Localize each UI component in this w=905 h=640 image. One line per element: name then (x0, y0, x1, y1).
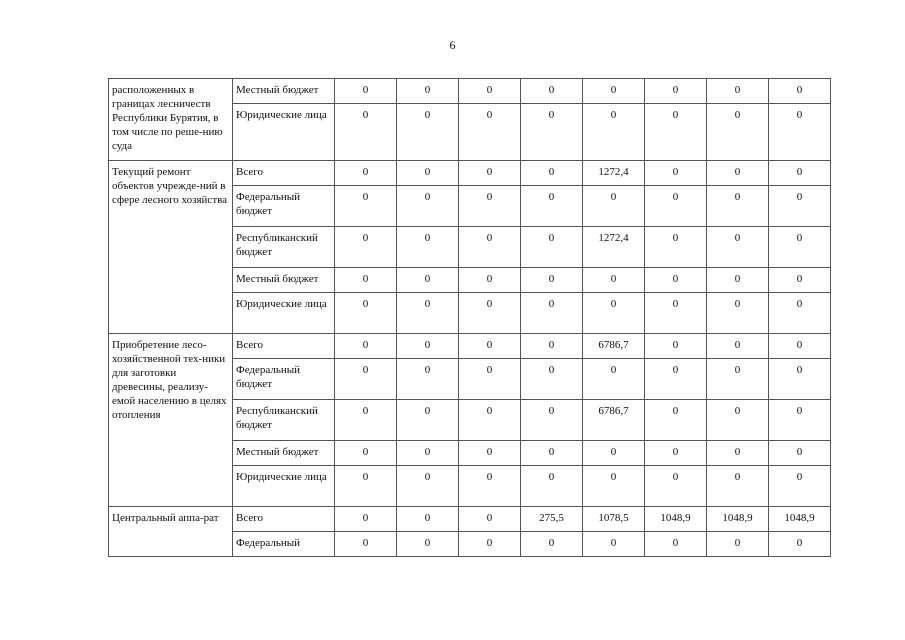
funding-source: Федеральный бюджет (233, 186, 335, 227)
value-cell: 0 (335, 79, 397, 104)
table-row (109, 507, 831, 532)
value-cell: 0 (707, 268, 769, 293)
value-cell: 0 (769, 227, 831, 268)
value-cell: 1272,4 (583, 227, 645, 268)
value-cell: 0 (583, 79, 645, 104)
value-cell: 0 (645, 466, 707, 507)
value-cell: 0 (521, 186, 583, 227)
value-cell: 0 (397, 186, 459, 227)
value-cell: 0 (521, 466, 583, 507)
value-cell: 0 (397, 334, 459, 359)
value-cell: 0 (335, 400, 397, 441)
value-cell: 0 (521, 359, 583, 400)
value-cell: 0 (583, 186, 645, 227)
value-cell: 0 (459, 441, 521, 466)
value-cell: 0 (335, 507, 397, 532)
value-cell: 0 (397, 441, 459, 466)
value-cell: 0 (645, 334, 707, 359)
value-cell: 0 (769, 268, 831, 293)
value-cell: 0 (459, 79, 521, 104)
value-cell: 0 (335, 186, 397, 227)
section-name: Центральный аппа-рат (109, 507, 233, 557)
funding-source: Местный бюджет (233, 79, 335, 104)
value-cell: 0 (707, 359, 769, 400)
value-cell: 0 (707, 104, 769, 161)
value-cell: 0 (707, 532, 769, 557)
value-cell: 6786,7 (583, 400, 645, 441)
value-cell: 0 (521, 79, 583, 104)
value-cell: 0 (707, 293, 769, 334)
value-cell: 0 (707, 441, 769, 466)
funding-source: Республиканский бюджет (233, 400, 335, 441)
value-cell: 0 (459, 400, 521, 441)
value-cell: 0 (769, 104, 831, 161)
value-cell: 0 (335, 268, 397, 293)
value-cell: 0 (583, 104, 645, 161)
value-cell: 0 (397, 79, 459, 104)
value-cell: 0 (707, 161, 769, 186)
value-cell: 1272,4 (583, 161, 645, 186)
value-cell: 0 (645, 293, 707, 334)
value-cell: 0 (459, 186, 521, 227)
value-cell: 0 (707, 227, 769, 268)
page-number: 6 (449, 38, 456, 52)
value-cell: 0 (459, 104, 521, 161)
value-cell: 0 (521, 334, 583, 359)
value-cell: 0 (335, 104, 397, 161)
value-cell: 0 (335, 359, 397, 400)
funding-source: Юридические лица (233, 293, 335, 334)
value-cell: 0 (645, 359, 707, 400)
value-cell: 0 (645, 532, 707, 557)
value-cell: 0 (645, 79, 707, 104)
value-cell: 0 (397, 532, 459, 557)
value-cell: 0 (645, 227, 707, 268)
value-cell: 0 (769, 161, 831, 186)
value-cell: 0 (521, 161, 583, 186)
funding-source: Федеральный бюджет (233, 359, 335, 400)
funding-source: Местный бюджет (233, 268, 335, 293)
value-cell: 0 (645, 441, 707, 466)
value-cell: 0 (459, 334, 521, 359)
value-cell: 0 (769, 79, 831, 104)
value-cell: 0 (459, 359, 521, 400)
value-cell: 6786,7 (583, 334, 645, 359)
budget-table (108, 78, 831, 557)
value-cell: 0 (397, 400, 459, 441)
value-cell: 0 (335, 227, 397, 268)
value-cell: 1048,9 (707, 507, 769, 532)
value-cell: 0 (521, 104, 583, 161)
value-cell: 0 (335, 466, 397, 507)
value-cell: 0 (583, 268, 645, 293)
value-cell: 0 (335, 441, 397, 466)
value-cell: 0 (645, 400, 707, 441)
value-cell: 0 (583, 441, 645, 466)
value-cell: 0 (335, 334, 397, 359)
value-cell: 0 (769, 441, 831, 466)
value-cell: 0 (397, 227, 459, 268)
funding-source: Всего (233, 161, 335, 186)
table-row (109, 334, 831, 359)
value-cell: 0 (769, 334, 831, 359)
value-cell: 0 (397, 466, 459, 507)
value-cell: 0 (521, 227, 583, 268)
section-name: расположенных в границах лесничеств Республики Бурятия, в том числе по реше-нию суда (109, 79, 233, 161)
value-cell: 0 (397, 359, 459, 400)
value-cell: 0 (583, 359, 645, 400)
value-cell: 0 (583, 293, 645, 334)
value-cell: 1048,9 (645, 507, 707, 532)
value-cell: 0 (769, 359, 831, 400)
value-cell: 0 (583, 532, 645, 557)
value-cell: 0 (707, 400, 769, 441)
value-cell: 0 (769, 293, 831, 334)
funding-source: Республиканский бюджет (233, 227, 335, 268)
value-cell: 0 (707, 334, 769, 359)
value-cell: 0 (707, 186, 769, 227)
funding-source: Всего (233, 507, 335, 532)
value-cell: 0 (335, 293, 397, 334)
section-name: Приобретение лесо-хозяйственной тех-ники для заготовки древесины, реализу-емой населению в целях отопления (109, 334, 233, 507)
value-cell: 0 (707, 466, 769, 507)
value-cell: 0 (397, 293, 459, 334)
value-cell: 0 (335, 161, 397, 186)
value-cell: 0 (521, 532, 583, 557)
value-cell: 275,5 (521, 507, 583, 532)
value-cell: 0 (769, 186, 831, 227)
funding-source: Всего (233, 334, 335, 359)
value-cell: 0 (459, 268, 521, 293)
value-cell: 0 (397, 104, 459, 161)
value-cell: 0 (769, 532, 831, 557)
value-cell: 0 (459, 532, 521, 557)
value-cell: 0 (397, 507, 459, 532)
table-row (109, 79, 831, 104)
value-cell: 0 (397, 268, 459, 293)
table-row (109, 161, 831, 186)
value-cell: 0 (645, 186, 707, 227)
section-name: Текущий ремонт объектов учрежде-ний в сфере лесного хозяйства (109, 161, 233, 334)
value-cell: 0 (459, 293, 521, 334)
value-cell: 1048,9 (769, 507, 831, 532)
value-cell: 0 (521, 441, 583, 466)
value-cell: 0 (459, 507, 521, 532)
value-cell: 0 (397, 161, 459, 186)
value-cell: 0 (521, 293, 583, 334)
value-cell: 0 (645, 268, 707, 293)
value-cell: 0 (459, 161, 521, 186)
value-cell: 0 (459, 466, 521, 507)
value-cell: 0 (335, 532, 397, 557)
value-cell: 0 (521, 268, 583, 293)
value-cell: 0 (645, 104, 707, 161)
value-cell: 0 (645, 161, 707, 186)
value-cell: 0 (583, 466, 645, 507)
value-cell: 0 (769, 400, 831, 441)
value-cell: 1078,5 (583, 507, 645, 532)
funding-source: Местный бюджет (233, 441, 335, 466)
value-cell: 0 (459, 227, 521, 268)
funding-source: Федеральный (233, 532, 335, 557)
value-cell: 0 (769, 466, 831, 507)
value-cell: 0 (521, 400, 583, 441)
funding-source: Юридические лица (233, 104, 335, 161)
funding-source: Юридические лица (233, 466, 335, 507)
value-cell: 0 (707, 79, 769, 104)
